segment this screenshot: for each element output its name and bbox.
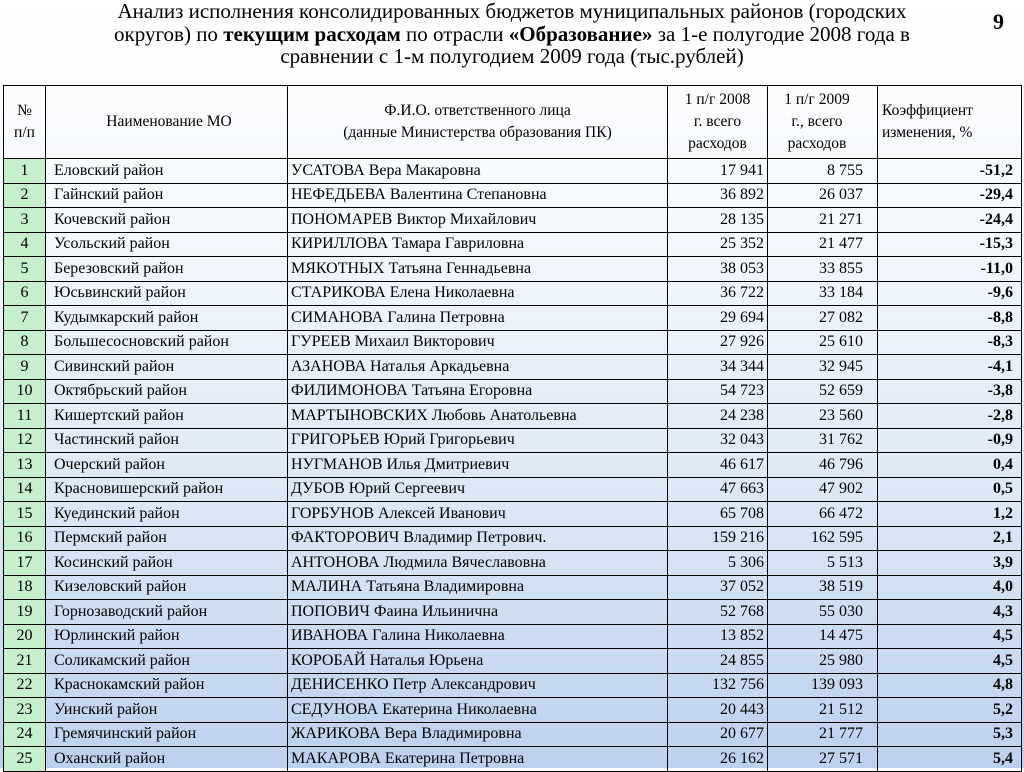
mo-name: Октябрьский район <box>46 379 288 404</box>
table-row <box>4 232 1022 257</box>
table-row <box>4 330 1022 355</box>
change-coefficient: 4,0 <box>878 575 1022 600</box>
expenses-2009: 25 610 <box>768 330 878 355</box>
responsible-person: ИВАНОВА Галина Николаевна <box>288 624 668 649</box>
expenses-2008: 5 306 <box>668 551 768 576</box>
table-row <box>4 306 1022 331</box>
responsible-person: АЗАНОВА Наталья Аркадьевна <box>288 355 668 380</box>
mo-name: Гремячинский район <box>46 722 288 747</box>
mo-name: Пермский район <box>46 526 288 551</box>
expenses-2009: 26 037 <box>768 183 878 208</box>
responsible-person: ДУБОВ Юрий Сергеевич <box>288 477 668 502</box>
expenses-2008: 132 756 <box>668 673 768 698</box>
table-row <box>4 257 1022 282</box>
change-coefficient: 5,2 <box>878 698 1022 723</box>
change-coefficient: -9,6 <box>878 281 1022 306</box>
table-row <box>4 404 1022 429</box>
row-number: 15 <box>4 502 46 527</box>
mo-name: Кизеловский район <box>46 575 288 600</box>
expenses-2008: 25 352 <box>668 232 768 257</box>
table-row <box>4 281 1022 306</box>
change-coefficient: 4,3 <box>878 600 1022 625</box>
header-number: № п/п <box>4 86 46 159</box>
table-row <box>4 649 1022 674</box>
row-number: 3 <box>4 208 46 233</box>
change-coefficient: -24,4 <box>878 208 1022 233</box>
expenses-2009: 47 902 <box>768 477 878 502</box>
expenses-2009: 55 030 <box>768 600 878 625</box>
change-coefficient: -51,2 <box>878 159 1022 184</box>
change-coefficient: -4,1 <box>878 355 1022 380</box>
budget-table <box>3 85 1022 772</box>
expenses-2009: 31 762 <box>768 428 878 453</box>
row-number: 20 <box>4 624 46 649</box>
expenses-2009: 21 271 <box>768 208 878 233</box>
expenses-2008: 47 663 <box>668 477 768 502</box>
responsible-person: МАКАРОВА Екатерина Петровна <box>288 747 668 772</box>
expenses-2009: 21 512 <box>768 698 878 723</box>
mo-name: Еловский район <box>46 159 288 184</box>
responsible-person: ГУРЕЕВ Михаил Викторович <box>288 330 668 355</box>
expenses-2009: 32 945 <box>768 355 878 380</box>
table-row <box>4 183 1022 208</box>
title-line-2 <box>0 23 1024 46</box>
change-coefficient: -8,8 <box>878 306 1022 331</box>
mo-name: Кочевский район <box>46 208 288 233</box>
expenses-2009: 33 184 <box>768 281 878 306</box>
table-row <box>4 624 1022 649</box>
expenses-2009: 139 093 <box>768 673 878 698</box>
change-coefficient: 3,9 <box>878 551 1022 576</box>
table-row <box>4 379 1022 404</box>
expenses-2009: 21 477 <box>768 232 878 257</box>
title-bold-text: текущим расходам <box>223 21 401 46</box>
table-row <box>4 600 1022 625</box>
mo-name: Частинский район <box>46 428 288 453</box>
row-number: 13 <box>4 453 46 478</box>
expenses-2008: 54 723 <box>668 379 768 404</box>
expenses-2009: 23 560 <box>768 404 878 429</box>
table-row <box>4 526 1022 551</box>
change-coefficient: -2,8 <box>878 404 1022 429</box>
expenses-2008: 26 162 <box>668 747 768 772</box>
table-row <box>4 722 1022 747</box>
table-row <box>4 208 1022 233</box>
expenses-2008: 20 443 <box>668 698 768 723</box>
mo-name: Сивинский район <box>46 355 288 380</box>
mo-name: Оханский район <box>46 747 288 772</box>
change-coefficient: -15,3 <box>878 232 1022 257</box>
change-coefficient: -3,8 <box>878 379 1022 404</box>
header-responsible-person: Ф.И.О. ответственного лица (данные Министерства образования ПК) <box>288 86 668 159</box>
title-text: по отрасли <box>400 21 509 46</box>
row-number: 7 <box>4 306 46 331</box>
expenses-2008: 32 043 <box>668 428 768 453</box>
row-number: 6 <box>4 281 46 306</box>
row-number: 16 <box>4 526 46 551</box>
row-number: 11 <box>4 404 46 429</box>
responsible-person: НУГМАНОВ Илья Дмитриевич <box>288 453 668 478</box>
expenses-2009: 27 571 <box>768 747 878 772</box>
header-expenses-2008: 1 п/г 2008 г. всего расходов <box>668 86 768 159</box>
mo-name: Куединский район <box>46 502 288 527</box>
expenses-2008: 36 892 <box>668 183 768 208</box>
change-coefficient: 0,5 <box>878 477 1022 502</box>
responsible-person: НЕФЕДЬЕВА Валентина Степановна <box>288 183 668 208</box>
expenses-2009: 52 659 <box>768 379 878 404</box>
mo-name: Красновишерский район <box>46 477 288 502</box>
responsible-person: СЕДУНОВА Екатерина Николаевна <box>288 698 668 723</box>
change-coefficient: 2,1 <box>878 526 1022 551</box>
change-coefficient: 4,5 <box>878 624 1022 649</box>
mo-name: Уинский район <box>46 698 288 723</box>
row-number: 24 <box>4 722 46 747</box>
expenses-2008: 37 052 <box>668 575 768 600</box>
mo-name: Косинский район <box>46 551 288 576</box>
expenses-2009: 8 755 <box>768 159 878 184</box>
responsible-person: МАРТЫНОВСКИХ Любовь Анатольевна <box>288 404 668 429</box>
row-number: 1 <box>4 159 46 184</box>
responsible-person: СТАРИКОВА Елена Николаевна <box>288 281 668 306</box>
expenses-2008: 13 852 <box>668 624 768 649</box>
page-title <box>0 0 1024 84</box>
responsible-person: КИРИЛЛОВА Тамара Гавриловна <box>288 232 668 257</box>
title-bold-text: «Образование» <box>508 21 653 46</box>
responsible-person: ФАКТОРОВИЧ Владимир Петрович. <box>288 526 668 551</box>
responsible-person: СИМАНОВА Галина Петровна <box>288 306 668 331</box>
table-row <box>4 428 1022 453</box>
mo-name: Очерский район <box>46 453 288 478</box>
mo-name: Гайнский район <box>46 183 288 208</box>
table-header-row <box>4 86 1022 159</box>
expenses-2008: 159 216 <box>668 526 768 551</box>
table-row <box>4 159 1022 184</box>
table-row <box>4 551 1022 576</box>
row-number: 10 <box>4 379 46 404</box>
row-number: 17 <box>4 551 46 576</box>
expenses-2008: 52 768 <box>668 600 768 625</box>
change-coefficient: 4,8 <box>878 673 1022 698</box>
mo-name: Юсьвинский район <box>46 281 288 306</box>
table-row <box>4 747 1022 772</box>
title-text: за 1-е полугодие 2008 года в <box>652 21 910 46</box>
row-number: 18 <box>4 575 46 600</box>
change-coefficient: -8,3 <box>878 330 1022 355</box>
mo-name: Березовский район <box>46 257 288 282</box>
responsible-person: ДЕНИСЕНКО Петр Александрович <box>288 673 668 698</box>
expenses-2009: 27 082 <box>768 306 878 331</box>
table-row <box>4 355 1022 380</box>
responsible-person: ГРИГОРЬЕВ Юрий Григорьевич <box>288 428 668 453</box>
expenses-2008: 29 694 <box>668 306 768 331</box>
expenses-2009: 66 472 <box>768 502 878 527</box>
row-number: 22 <box>4 673 46 698</box>
table-row <box>4 477 1022 502</box>
expenses-2009: 25 980 <box>768 649 878 674</box>
expenses-2008: 17 941 <box>668 159 768 184</box>
mo-name: Юрлинский район <box>46 624 288 649</box>
row-number: 14 <box>4 477 46 502</box>
row-number: 19 <box>4 600 46 625</box>
row-number: 4 <box>4 232 46 257</box>
expenses-2008: 36 722 <box>668 281 768 306</box>
expenses-2009: 46 796 <box>768 453 878 478</box>
expenses-2008: 24 855 <box>668 649 768 674</box>
row-number: 5 <box>4 257 46 282</box>
expenses-2008: 38 053 <box>668 257 768 282</box>
header-change-coefficient: Коэффициент изменения, % <box>878 86 1022 159</box>
mo-name: Краснокамский район <box>46 673 288 698</box>
change-coefficient: 5,4 <box>878 747 1022 772</box>
mo-name: Соликамский район <box>46 649 288 674</box>
page-number: 9 <box>993 9 1004 34</box>
row-number: 8 <box>4 330 46 355</box>
change-coefficient: -29,4 <box>878 183 1022 208</box>
responsible-person: ФИЛИМОНОВА Татьяна Егоровна <box>288 379 668 404</box>
expenses-2008: 65 708 <box>668 502 768 527</box>
responsible-person: ПОПОВИЧ Фаина Ильинична <box>288 600 668 625</box>
mo-name: Горнозаводский район <box>46 600 288 625</box>
expenses-2009: 33 855 <box>768 257 878 282</box>
title-line-3: сравнении с 1-м полугодием 2009 года (тыс.рублей) <box>280 44 744 68</box>
mo-name: Кишертский район <box>46 404 288 429</box>
row-number: 12 <box>4 428 46 453</box>
responsible-person: ПОНОМАРЕВ Виктор Михайлович <box>288 208 668 233</box>
change-coefficient: -0,9 <box>878 428 1022 453</box>
change-coefficient: -11,0 <box>878 257 1022 282</box>
responsible-person: ЖАРИКОВА Вера Владимировна <box>288 722 668 747</box>
expenses-2009: 21 777 <box>768 722 878 747</box>
row-number: 2 <box>4 183 46 208</box>
row-number: 21 <box>4 649 46 674</box>
table-row <box>4 698 1022 723</box>
mo-name: Кудымкарский район <box>46 306 288 331</box>
change-coefficient: 1,2 <box>878 502 1022 527</box>
mo-name: Усольский район <box>46 232 288 257</box>
responsible-person: ГОРБУНОВ Алексей Иванович <box>288 502 668 527</box>
header-expenses-2009: 1 п/г 2009 г., всего расходов <box>768 86 878 159</box>
responsible-person: МЯКОТНЫХ Татьяна Геннадьевна <box>288 257 668 282</box>
change-coefficient: 5,3 <box>878 722 1022 747</box>
table-row <box>4 453 1022 478</box>
row-number: 23 <box>4 698 46 723</box>
table-row <box>4 673 1022 698</box>
responsible-person: АНТОНОВА Людмила Вячеславовна <box>288 551 668 576</box>
change-coefficient: 4,5 <box>878 649 1022 674</box>
expenses-2008: 28 135 <box>668 208 768 233</box>
expenses-2009: 38 519 <box>768 575 878 600</box>
table-row <box>4 502 1022 527</box>
expenses-2009: 5 513 <box>768 551 878 576</box>
header-mo-name: Наименование МО <box>46 86 288 159</box>
expenses-2008: 24 238 <box>668 404 768 429</box>
change-coefficient: 0,4 <box>878 453 1022 478</box>
expenses-2008: 46 617 <box>668 453 768 478</box>
title-line-1: Анализ исполнения консолидированных бюджетов муниципальных районов (городских <box>117 0 907 23</box>
responsible-person: МАЛИНА Татьяна Владимировна <box>288 575 668 600</box>
responsible-person: КОРОБАЙ Наталья Юрьена <box>288 649 668 674</box>
title-text: округов) по <box>114 21 224 46</box>
row-number: 25 <box>4 747 46 772</box>
responsible-person: УСАТОВА Вера Макаровна <box>288 159 668 184</box>
expenses-2008: 20 677 <box>668 722 768 747</box>
mo-name: Большесосновский район <box>46 330 288 355</box>
expenses-2009: 162 595 <box>768 526 878 551</box>
expenses-2009: 14 475 <box>768 624 878 649</box>
expenses-2008: 34 344 <box>668 355 768 380</box>
table-row <box>4 575 1022 600</box>
expenses-2008: 27 926 <box>668 330 768 355</box>
row-number: 9 <box>4 355 46 380</box>
